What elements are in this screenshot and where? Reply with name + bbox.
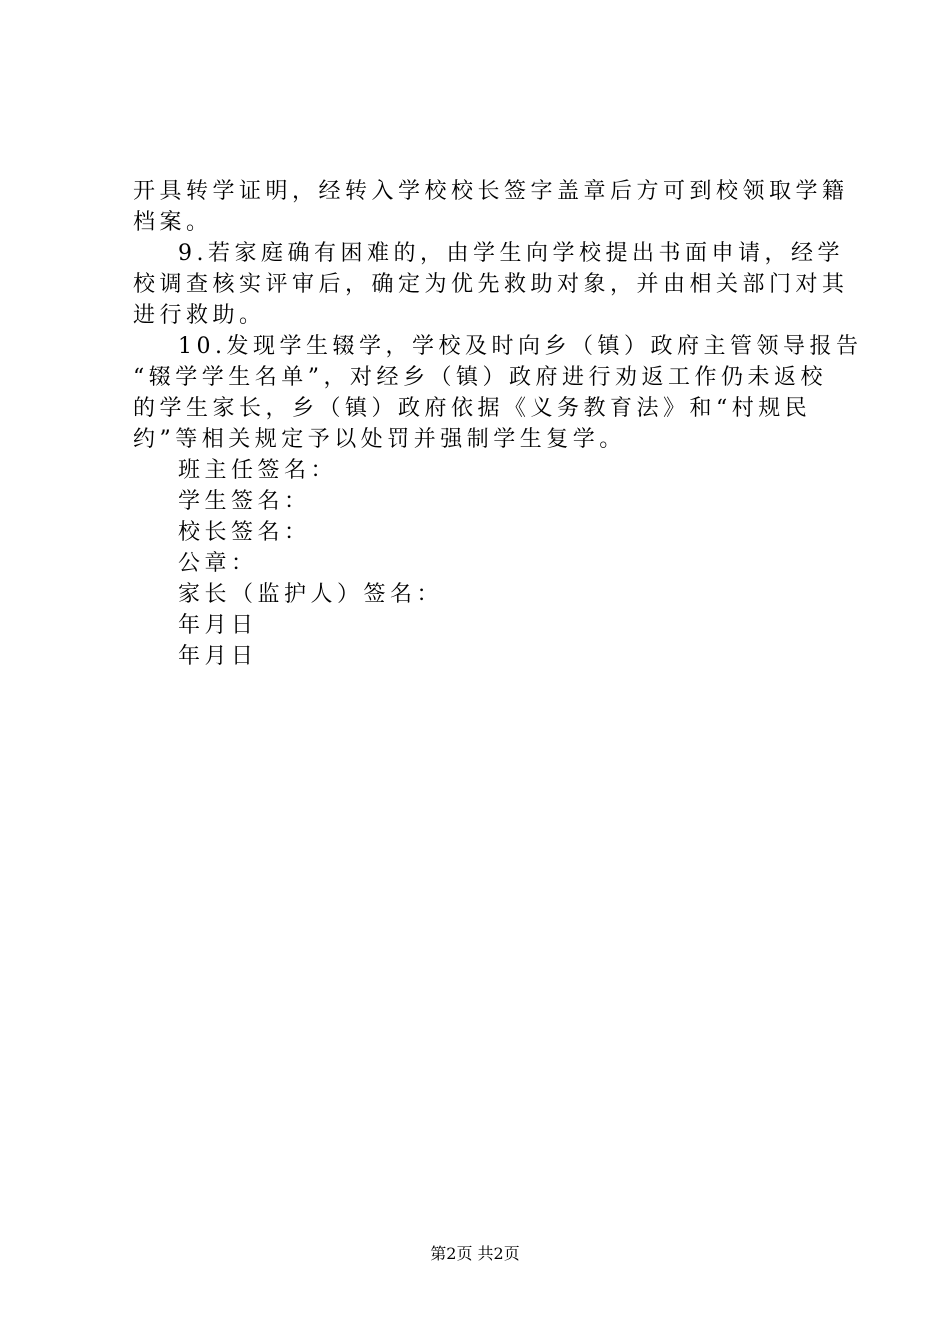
paragraph-line: 开具转学证明，经转入学校校长签字盖章后方可到校领取学籍: [133, 179, 849, 204]
official-seal-line: 公章：: [178, 551, 258, 576]
paragraph-line: 进行救助。: [133, 303, 266, 328]
paragraph-line: 校调查核实评审后，确定为优先救助对象，并由相关部门对其: [133, 272, 849, 297]
paragraph-line: 9.若家庭确有困难的，由学生向学校提出书面申请，经学: [178, 241, 844, 266]
paragraph-line: “辍学学生名单”，对经乡（镇）政府进行劝返工作仍未返校: [133, 365, 827, 390]
signature-line-student: 学生签名：: [178, 489, 311, 514]
paragraph-line: 档案。: [133, 210, 213, 235]
paragraph-line: 约”等相关规定予以处罚并强制学生复学。: [133, 427, 626, 452]
paragraph-line: 10.发现学生辍学，学校及时向乡（镇）政府主管领导报告: [178, 334, 863, 359]
document-body: [133, 176, 863, 672]
page-number-footer: 第2页 共2页: [430, 1244, 520, 1263]
signature-line-guardian: 家长（监护人）签名：: [178, 582, 444, 607]
date-line: 年月日: [178, 613, 258, 638]
signature-line-head-teacher: 班主任签名：: [178, 458, 338, 483]
date-line: 年月日: [178, 644, 258, 669]
signature-line-principal: 校长签名：: [178, 520, 311, 545]
paragraph-line: 的学生家长，乡（镇）政府依据《义务教育法》和“村规民: [133, 396, 812, 421]
